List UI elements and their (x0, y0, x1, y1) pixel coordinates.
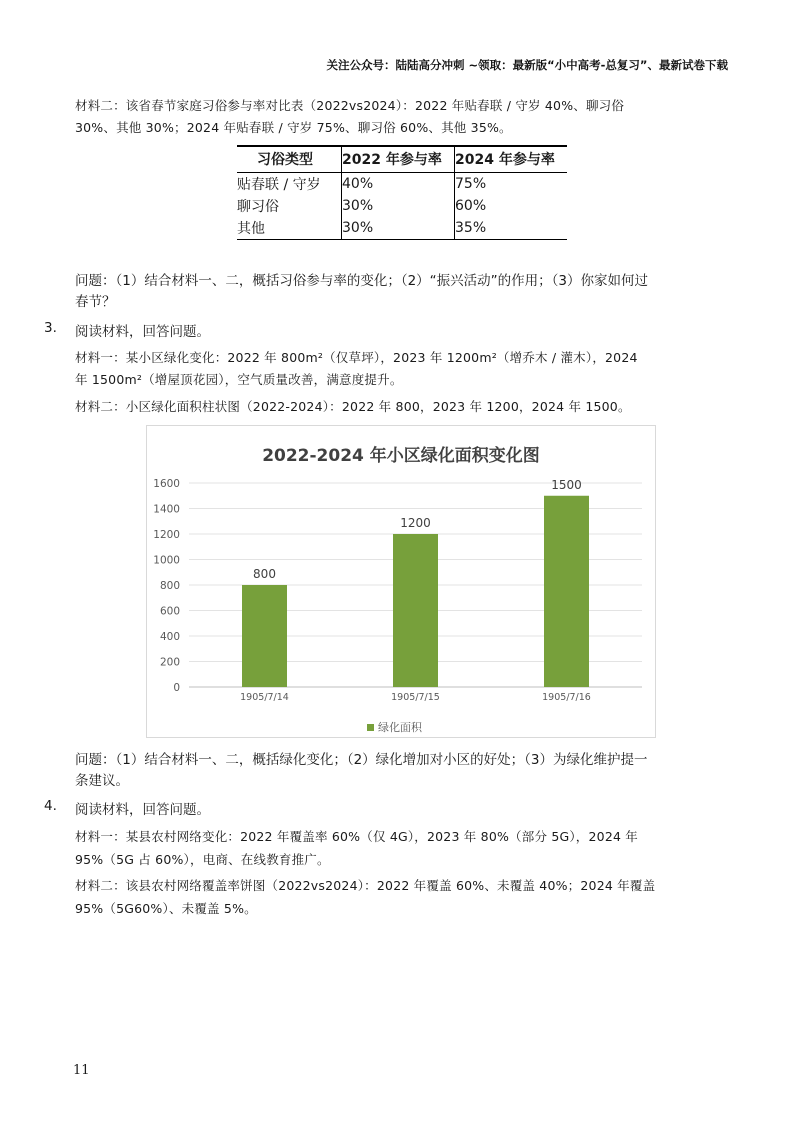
x-tick-label: 1905/7/16 (542, 692, 591, 703)
data-label: 800 (253, 567, 276, 581)
table-cell: 贴春联 / 守岁 (237, 177, 321, 193)
question-2-line-1: 问题：（1）结合材料一、二，概括习俗参与率的变化；（2）“振兴活动”的作用；（3）你家如何过 (75, 273, 649, 289)
data-label: 1200 (400, 516, 431, 530)
table-header-cell: 2024 年参与率 (455, 146, 568, 173)
x-tick-label: 1905/7/14 (240, 692, 289, 703)
y-tick-label: 1200 (153, 529, 180, 541)
material-2-line-1: 材料二：该省春节家庭习俗参与率对比表（2022vs2024）：2022 年贴春联 / 守岁 40%、聊习俗 (75, 98, 625, 113)
page-header: 关注公众号：陆陆高分冲刺 ~领取：最新版“小中高考-总复习”、最新试卷下载 (326, 58, 728, 72)
greening-bar-chart (146, 425, 656, 738)
q4-material-2-line-2: 95%（5G60%）、未覆盖 5%。 (75, 901, 257, 916)
material-2-line-2: 30%、其他 30%；2024 年贴春联 / 守岁 75%、聊习俗 60%、其他 35%。 (75, 120, 512, 135)
chart-bars (242, 478, 589, 687)
y-tick-label: 1400 (153, 503, 180, 516)
y-tick-label: 400 (159, 631, 180, 643)
y-tick-label: 600 (159, 605, 180, 618)
question-2-line-2: 春节？ (75, 294, 116, 310)
y-tick-label: 200 (159, 656, 180, 669)
table-cell: 聊习俗 (237, 199, 279, 215)
table-row (237, 173, 567, 196)
q3-material-2-line-1: 材料二：小区绿化面积柱状图（2022-2024）：2022 年 800，2023 年 1200，2024 年 1500。 (75, 399, 631, 414)
legend-swatch (367, 724, 374, 731)
question-number-4: 4. (44, 798, 57, 814)
bar (544, 496, 589, 687)
question-3-line-2: 条建议。 (75, 773, 129, 789)
custom-participation-table (237, 145, 567, 240)
q4-material-2-line-1: 材料二：该县农村网络覆盖率饼图（2022vs2024）：2022 年覆盖 60%、未覆盖 40%；2024 年覆盖 (75, 878, 656, 893)
legend-label: 绿化面积 (378, 721, 422, 734)
q4-material-1-line-1: 材料一：某县农村网络变化：2022 年覆盖率 60%（仅 4G），2023 年 80%（部分 5G），2024 年 (75, 829, 638, 844)
q4-material-1-line-2: 95%（5G 占 60%），电商、在线教育推广。 (75, 852, 330, 867)
chart-svg (147, 426, 655, 737)
question-3-heading: 阅读材料，回答问题。 (75, 324, 210, 340)
chart-legend (367, 720, 423, 734)
table-row (237, 195, 567, 217)
y-tick-label: 0 (173, 682, 180, 694)
y-tick-label: 1600 (153, 478, 180, 490)
table-cell: 75% (455, 173, 568, 196)
table-header-row (237, 146, 567, 173)
table-cell: 30% (342, 217, 455, 240)
table-cell: 其他 (237, 217, 342, 240)
q3-material-1-line-1: 材料一：某小区绿化变化：2022 年 800m²（仅草坪），2023 年 1200m²（增乔木 / 灌木），2024 (75, 350, 638, 365)
table-header-cell: 2022 年参与率 (342, 146, 455, 173)
x-tick-label: 1905/7/15 (391, 692, 440, 703)
chart-title: 2022-2024 年小区绿化面积变化图 (262, 446, 540, 466)
table-cell: 40% (342, 173, 455, 196)
bar (242, 585, 287, 687)
table-header-cell: 习俗类型 (237, 146, 342, 173)
question-number-3: 3. (44, 320, 57, 336)
chart-axes (153, 478, 591, 703)
y-tick-label: 1000 (153, 554, 180, 567)
page-number: 11 (73, 1063, 90, 1078)
table-cell: 60% (455, 195, 568, 217)
table-cell: 35% (455, 217, 568, 240)
table-cell: 30% (342, 195, 455, 217)
y-tick-label: 800 (159, 580, 180, 592)
table-row (237, 217, 567, 240)
question-4-heading: 阅读材料，回答问题。 (75, 802, 210, 818)
data-label: 1500 (551, 477, 582, 492)
bar (393, 534, 438, 687)
q3-material-1-line-2: 年 1500m²（增屋顶花园），空气质量改善，满意度提升。 (75, 372, 403, 387)
question-3-line-1: 问题：（1）结合材料一、二，概括绿化变化；（2）绿化增加对小区的好处；（3）为绿化维护提一 (75, 752, 648, 768)
